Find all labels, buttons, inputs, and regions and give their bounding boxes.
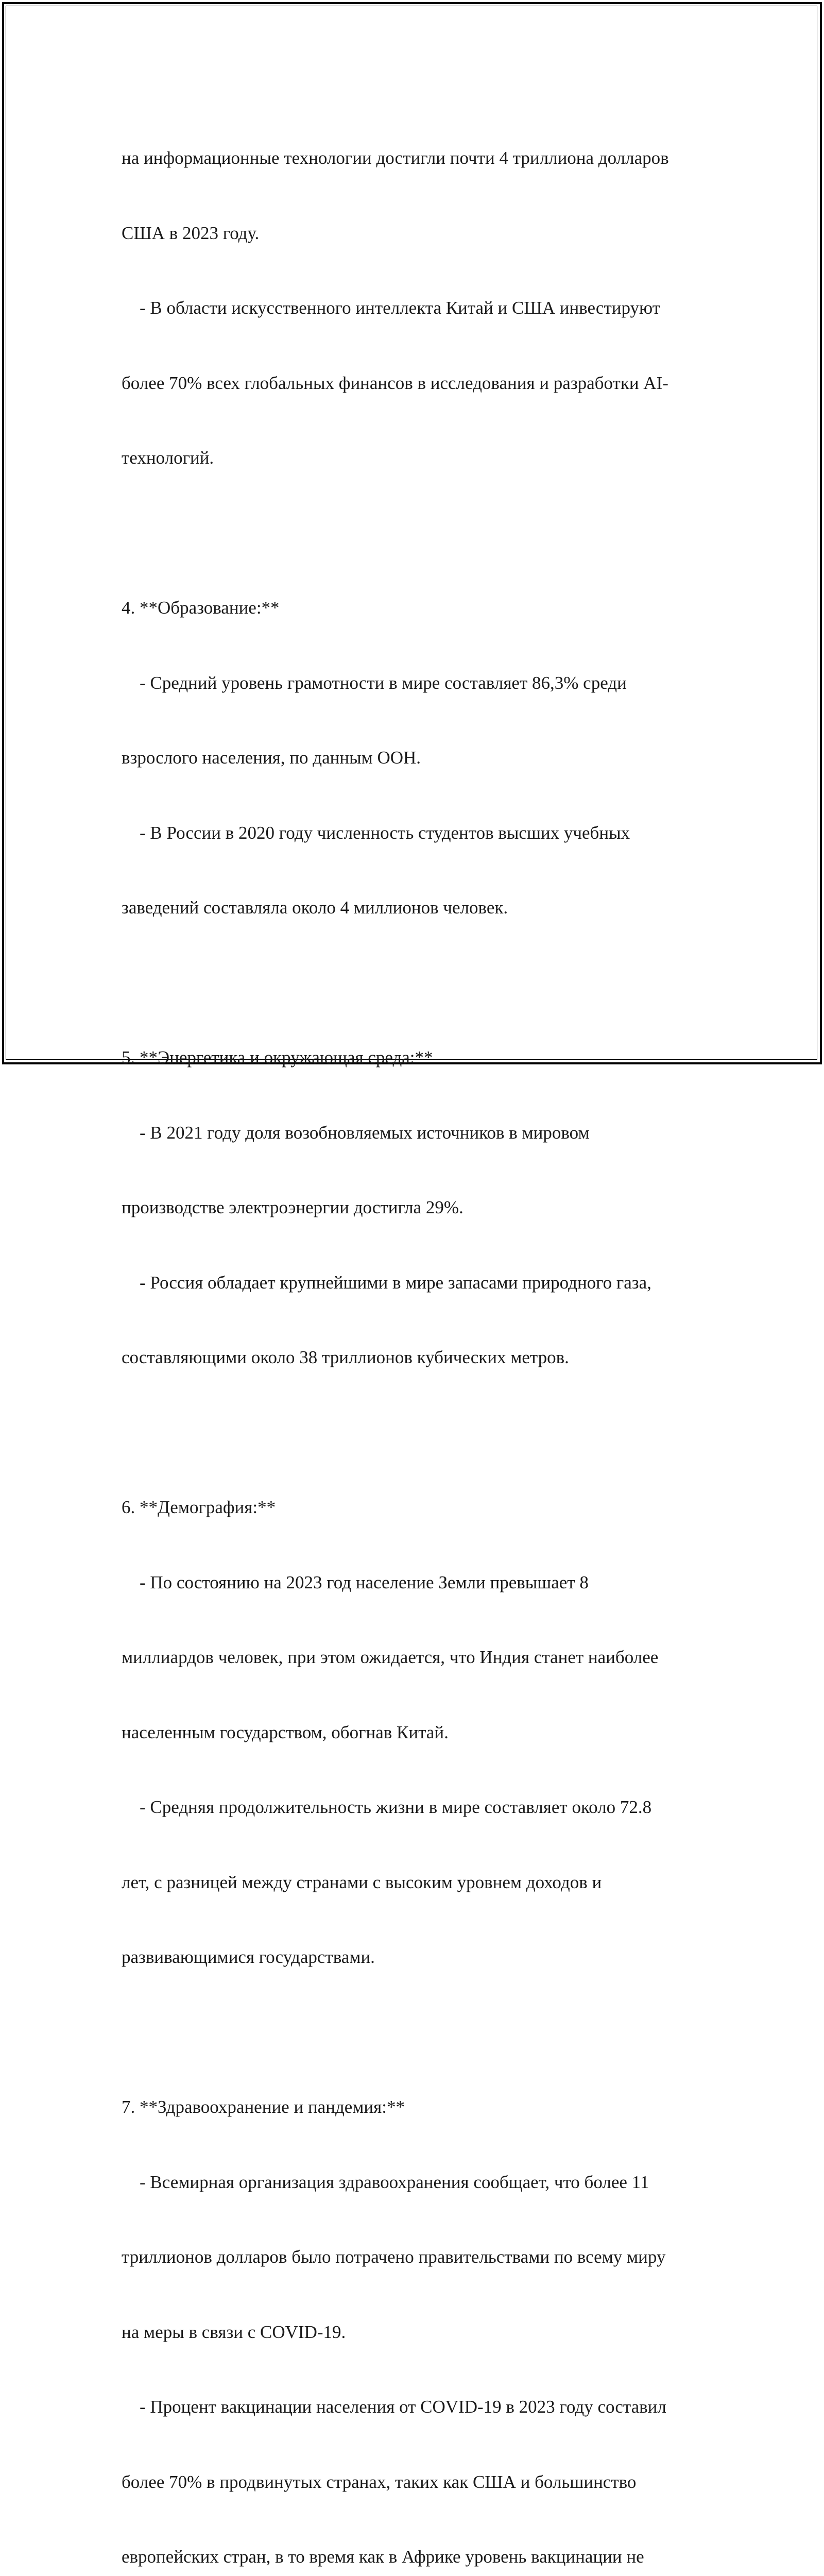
- text-line: на меры в связи с COVID-19.: [122, 2321, 346, 2342]
- document-body: [122, 96, 714, 2576]
- blank-line: [122, 521, 714, 546]
- text-line: населенным государством, обогнав Китай.: [122, 1722, 449, 1742]
- text-line: - По состоянию на 2023 год население Земли превышает 8: [122, 1572, 589, 1592]
- text-line: взрослого населения, по данным ООН.: [122, 748, 421, 768]
- text-line: составляющими около 38 триллионов кубических метров.: [122, 1347, 569, 1367]
- text-line: - Россия обладает крупнейшими в мире запасами природного газа,: [122, 1272, 651, 1293]
- text-line: - Средний уровень грамотности в мире составляет 86,3% среди: [122, 672, 627, 693]
- text-line: США в 2023 году.: [122, 223, 260, 243]
- text-line: миллиардов человек, при этом ожидается, что Индия станет наиболее: [122, 1647, 659, 1667]
- text-line: - Средняя продолжительность жизни в мире составляет около 72.8: [122, 1797, 652, 1817]
- text-line: - В 2021 году доля возобновляемых источников в мировом: [122, 1122, 590, 1143]
- text-line: развивающимися государствами.: [122, 1947, 375, 1967]
- text-line: - Всемирная организация здравоохранения сообщает, что более 11: [122, 2172, 649, 2192]
- text-line: европейских стран, в то время как в Африке уровень вакцинации не: [122, 2547, 644, 2567]
- text-line: триллионов долларов было потрачено правительствами по всему миру: [122, 2247, 666, 2267]
- section-heading-education: 4. **Образование:**: [122, 598, 280, 618]
- section-heading-energy: 5. **Энергетика и окружающая среда:**: [122, 1047, 433, 1067]
- text-line: заведений составляла около 4 миллионов человек.: [122, 897, 508, 918]
- text-line: - В России в 2020 году численность студентов высших учебных: [122, 822, 630, 843]
- text-line: - В области искусственного интеллекта Китай и США инвестируют: [122, 298, 660, 318]
- text-line: на информационные технологии достигли почти 4 триллиона долларов: [122, 148, 669, 168]
- blank-line: [122, 971, 714, 996]
- text-line: лет, с разницей между странами с высоким уровнем доходов и: [122, 1872, 602, 1892]
- blank-line: [122, 2020, 714, 2045]
- text-line: более 70% всех глобальных финансов в исследования и разработки AI-: [122, 372, 668, 393]
- text-line: более 70% в продвинутых странах, таких как США и большинство: [122, 2471, 637, 2492]
- section-heading-demography: 6. **Демография:**: [122, 1497, 276, 1517]
- text-line: - Процент вакцинации населения от COVID-19 в 2023 году составил: [122, 2397, 666, 2417]
- section-heading-healthcare: 7. **Здравоохранение и пандемия:**: [122, 2097, 405, 2117]
- text-line: производстве электроэнергии достигла 29%.: [122, 1197, 464, 1217]
- text-line: технологий.: [122, 448, 214, 468]
- blank-line: [122, 1420, 714, 1446]
